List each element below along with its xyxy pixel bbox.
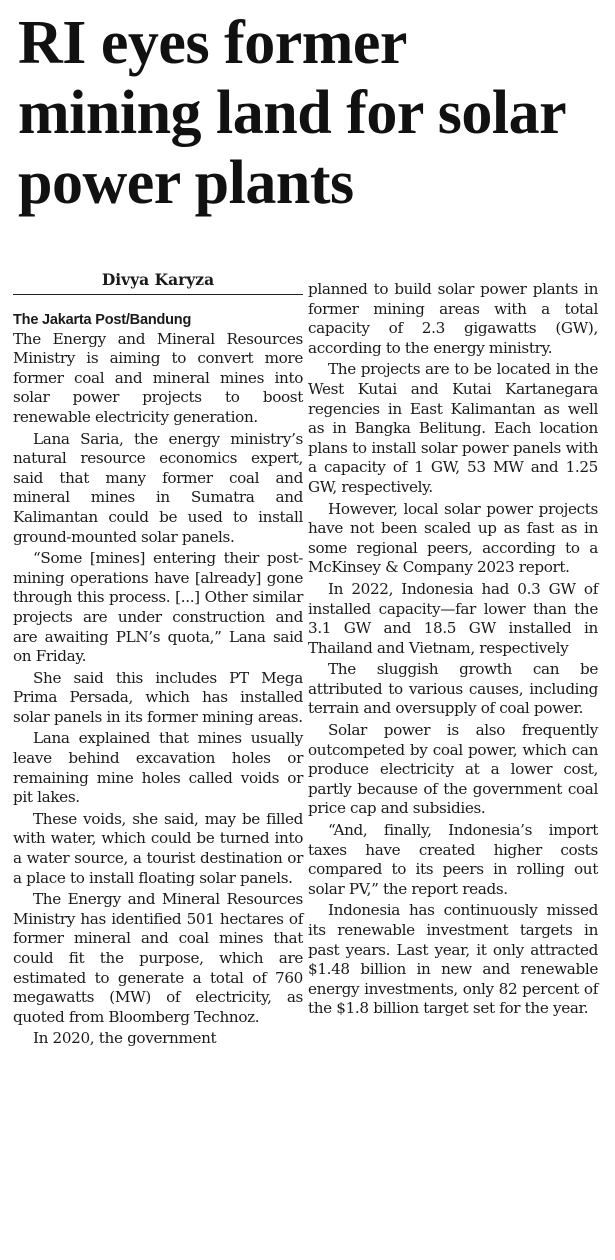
paragraph: Solar power is also frequently outcompeted by coal power, which can produce electricity at a lower cost, partly because of the government coal price cap and subsidies. — [308, 721, 598, 818]
byline: Divya Karyza — [13, 270, 303, 295]
right-column — [308, 280, 598, 1021]
paragraph: Indonesia has continuously missed its renewable investment targets in past years. Last year, it only attracted $1.48 billion in new and renewable energy investments, only 82 percent of the $1.8 billion target set for the year. — [308, 901, 598, 1018]
paragraph: Lana explained that mines usually leave behind excavation holes or remaining mine holes called voids or pit lakes. — [13, 729, 303, 807]
left-column — [13, 270, 303, 1051]
paragraph: planned to build solar power plants in former mining areas with a total capacity of 2.3 gigawatts (GW), according to the energy ministry. — [308, 280, 598, 357]
headline: RI eyes former mining land for solar power plants — [18, 9, 566, 217]
paragraph: These voids, she said, may be filled with water, which could be turned into a water source, a tourist destination or a place to install floating solar panels. — [13, 809, 303, 887]
paragraph: The projects are to be located in the West Kutai and Kutai Kartanegara regencies in East Kalimantan as well as in Bangka Belitung. Each location plans to install solar power panels with a capacity of 1 GW, 53 MW and 1.25 GW, respectively. — [308, 360, 598, 496]
paragraph: The sluggish growth can be attributed to various causes, including terrain and oversupply of coal power. — [308, 660, 598, 718]
paragraph: She said this includes PT Mega Prima Persada, which has installed solar panels in its former mining areas. — [13, 668, 303, 726]
paragraph: The Energy and Mineral Resources Ministry has identified 501 hectares of former mineral and coal mines that could fit the purpose, which are estimated to generate a total of 760 megawatts (MW) of electricity, as quoted from Bloomberg Technoz. — [13, 890, 303, 1026]
paragraph: In 2022, Indonesia had 0.3 GW of installed capacity—far lower than the 3.1 GW and 18.5 GW installed in Thailand and Vietnam, respectively — [308, 579, 598, 657]
paragraph: The Energy and Mineral Resources Ministry is aiming to convert more former coal and mineral mines into solar power projects to boost renewable electricity generation. — [13, 329, 303, 426]
dateline: The Jakarta Post/Bandung — [13, 311, 192, 328]
paragraph: However, local solar power projects have not been scaled up as fast as in some regional peers, according to a McKinsey & Company 2023 report. — [308, 499, 598, 577]
paragraph: In 2020, the government — [33, 1029, 217, 1048]
paragraph: “And, finally, Indonesia’s import taxes have created higher costs compared to its peers in rolling out solar PV,” the report reads. — [308, 821, 598, 898]
paragraph: Lana Saria, the energy ministry’s natural resource economics expert, said that many former coal and mineral mines in Sumatra and Kalimantan could be used to install ground-mounted solar panels. — [13, 429, 303, 546]
paragraph: “Some [mines] entering their post-mining operations have [already] gone through this process. [...] Other similar projects are under construction and are awaiting PLN’s quota,” Lana said on Friday. — [13, 549, 303, 666]
